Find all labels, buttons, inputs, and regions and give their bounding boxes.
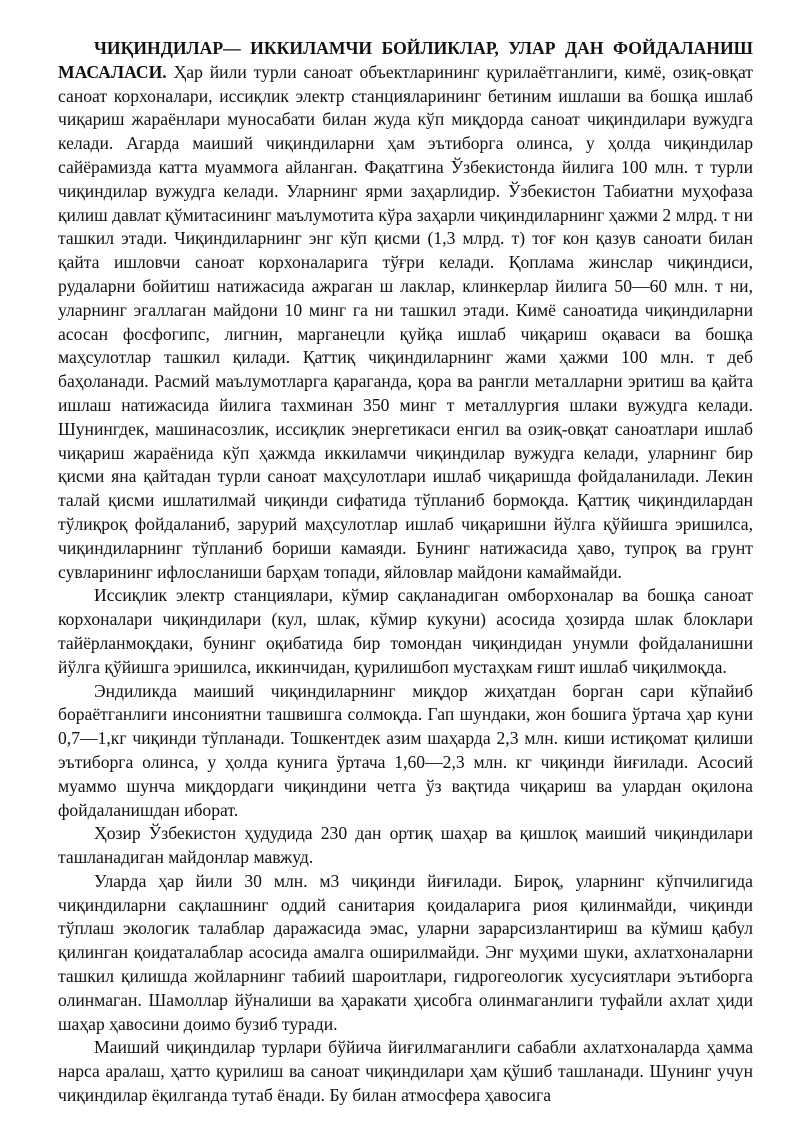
paragraph-4: Ҳозир Ўзбекистон ҳудудида 230 дан ортиқ шаҳар ва қишлоқ маиший чиқиндилари ташланадиган майдонлар мавжуд. [58, 823, 753, 868]
paragraph-1 [58, 37, 753, 584]
section-heading: ЧИҚИНДИЛАР— ИККИЛАМЧИ БОЙЛИКЛАР, УЛАР ДАН ФОЙДАЛАНИШ МАСАЛАСИ. [58, 38, 753, 82]
paragraph-3: Эндиликда маиший чиқиндиларнинг миқдор жиҳатдан борган сари кўпайиб бораётганлиги инсониятни ташвишга солмоқда. Гап шундаки, жон бошига ўртача ҳар куни 0,7—1,кг чиқинди тўпланади. Тошкентдек азим шаҳарда 2,3 млн. киши истиқомат қилиши эътиборга олинса, у ҳолда кунига ўртача 1,60—2,3 млн. кг чиқинди йиғилади. Асосий муаммо шунча миқдордаги чиқиндини четга ўз вақтида чиқариш ва улардан оқилона фойдаланишдан иборат. [58, 680, 753, 820]
paragraph-1-text: Ҳар йили турли саноат объектларининг қурилаётганлиги, кимё, озиқ-овқат саноат корхоналари, иссиқлик электр станцияларининг бетиним ишлаши ва бошқа ишлаб чиқариш жараёнлари муносабати билан жуда кўп миқдорда саноат чиқиндилари вужудга келади. Агарда маиший чиқиндиларни ҳам эътиборга олинса, у ҳолда чиқиндилар сайёрамизда катта муаммога айланган. Фақатгина Ўзбекистонда йилига 100 млн. т турли чиқиндилар вужудга келади. Уларнинг ярми заҳарлидир. Ўзбекистон Табиатни муҳофаза қилиш давлат қўмитасининг маълумотита кўра заҳарли чиқиндиларнинг ҳажми 2 млрд. т ни ташкил этади. Чиқиндиларнинг энг кўп қисми (1,3 млрд. т) тоғ кон қазув саноати билан қайта ишловчи саноат корхоналарига тўғри келади. Қоплама жинслар чиқиндиси, рудаларни бойитиш натижасида ажраган ш лаклар, клинкерлар йилига 50—60 млн. т ни, уларнинг эгаллаган майдони 10 минг га ни ташкил этади. Кимё саноатида чиқиндиларни асосан фосфогипс, лигнин, марганецли қуйқа ишлаб чиқариш оқаваси ва бошқа маҳсулотлар ташкил қилади. Қаттиқ чиқиндиларнинг жами ҳажми 100 млн. т деб баҳоланади. Расмий маълумотларга қараганда, қора ва рангли металларни эритиш ва қайта ишлаш натижасида йилига тахминан 350 минг т металлургия шлаки вужудга келади. Шунингдек, машинасозлик, иссиқлик энергетикаси енгил ва озиқ-овқат саноатлари ишлаб чиқариш жараёнида кўп ҳажмда иккиламчи чиқиндилар вужудга келади, уларнинг бир қисми яна қайтадан турли саноат маҳсулотлари ишлаб чиқаришда фойдаланилади. Лекин талай қисми ишлатилмай чиқинди сифатида тўпланиб бормоқда. Қаттиқ чиқиндилардан тўлиқроқ фойдаланиб, зарурий маҳсулотлар ишлаб чиқаришни йўлга қўйишга эришилса, чиқиндиларнинг тўпланиб бориши камаяди. Бунинг натижасида ҳаво, тупроқ ва грунт сувларининг ифлосланиши барҳам топади, яйловлар майдони камаймайди. [58, 61, 753, 582]
paragraph-5: Уларда ҳар йили 30 млн. м3 чиқинди йиғилади. Бироқ, уларнинг кўпчилигида чиқиндиларни сақлашнинг оддий санитария қоидаларига риоя қилинмайди, чиқинди тўплаш экологик талаблар даражасида эмас, уларни зарарсизлантириш ва кўмиш қабул қилинган қоидаталаблар асосида амалга оширилмайди. Энг муҳими шуки, ахлатхоналарни ташкил қилишда жойларнинг табиий шароитлари, гидрогеологик хусусиятлари эътиборга олинмаган. Шамоллар йўналиши ва ҳаракати ҳисобга олинмаганлиги туфайли ахлат ҳиди шаҳар ҳавосини доимо бузиб туради. [58, 870, 753, 1034]
paragraph-2: Иссиқлик электр станциялари, кўмир сақланадиган омборхоналар ва бошқа саноат корхоналари чиқиндилари (кул, шлак, кўмир кукуни) асосида ҳозирда шлак блоклари тайёрланмоқдаки, бунинг оқибатида бир томондан чиқиндидан унумли фойдаланишни йўлга қўйишга эришилса, иккинчидан, қурилишбоп мустаҳкам ғишт ишлаб чиқилмоқда. [58, 585, 753, 677]
paragraph-6: Маиший чиқиндилар турлари бўйича йиғилмаганлиги сабабли ахлатхоналарда ҳамма нарса аралаш, ҳатто қурилиш ва саноат чиқиндилари ҳам қўшиб ташланади. Шунинг учун чиқиндилар ёқилганда тутаб ёнади. Бу билан атмосфера ҳавосига [58, 1037, 753, 1106]
